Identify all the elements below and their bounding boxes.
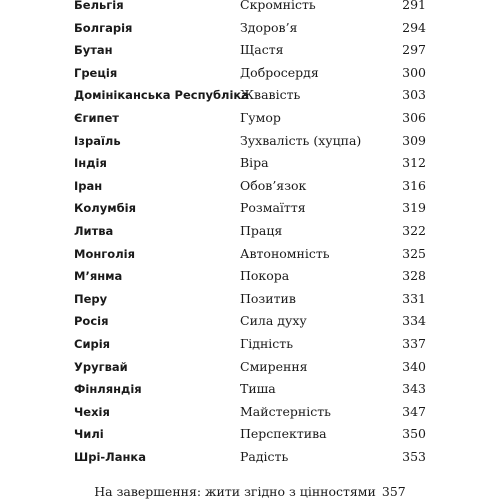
value-name: Сила духу [240,313,307,329]
value-name: Зухвалість (хуцпа) [240,132,362,148]
value-name: Обов’язок [240,177,307,193]
page-number: 312 [402,155,426,171]
value-name: Тиша [240,381,276,397]
country-name: Ізраїль [74,133,121,148]
country-name: Монголія [74,246,135,261]
toc-row [0,155,500,177]
value-name: Гумор [240,110,281,125]
toc-row [0,404,500,426]
country-name: Чилі [74,427,104,442]
page-number: 306 [402,110,426,125]
toc-row [0,65,500,87]
country-name: Фінляндія [74,382,142,397]
toc-row [0,291,500,313]
final-entry-title: На завершення: жити згідно з цінностями [94,484,376,499]
toc-row [0,246,500,268]
country-name: Перу [74,291,108,306]
value-name: Покора [240,268,290,284]
page-number: 334 [402,313,426,329]
page-number: 300 [402,64,426,80]
page-number: 353 [402,449,426,464]
toc-row [0,381,500,403]
toc-row [0,110,500,132]
country-name: Греція [74,65,118,80]
value-name: Праця [240,223,283,238]
page-number: 319 [402,200,426,216]
country-name: Болгарія [74,20,133,35]
page-number: 347 [402,403,426,419]
value-name: Смирення [240,358,308,374]
page-number: 297 [402,42,426,58]
country-name: Бельгія [74,0,124,12]
page-number: 325 [402,245,426,261]
page-number: 291 [402,0,426,12]
final-entry [0,484,500,500]
value-name: Перспектива [240,426,327,442]
country-name: Литва [74,224,114,238]
toc-row [0,223,500,245]
country-name: М’янма [74,269,123,284]
country-name: Шрі-Ланка [74,450,146,464]
toc-row [0,313,500,335]
country-name: Домініканська Республіка [74,88,249,103]
page-number: 328 [402,268,426,284]
toc-row [0,178,500,200]
toc-row [0,426,500,448]
country-name: Колумбія [74,201,136,216]
page-number: 322 [402,223,426,238]
country-name: Чехія [74,404,110,419]
value-name: Майстерність [240,403,331,419]
page-number: 340 [402,358,426,374]
value-name: Скромність [240,0,316,12]
toc-row [0,20,500,42]
toc-row [0,359,500,381]
page-number: 303 [402,87,426,103]
page-number: 309 [402,132,426,148]
page-number: 337 [402,336,426,351]
value-name: Гідність [240,336,294,351]
value-name: Розмаїття [240,200,306,216]
page-number: 294 [402,19,426,35]
value-name: Радість [240,449,289,464]
value-name: Добросердя [240,64,319,80]
toc-row [0,42,500,64]
toc-row [0,133,500,155]
country-name: Уругвай [74,359,128,374]
value-name: Автономність [240,245,330,261]
toc-row [0,200,500,222]
page-number: 343 [402,381,426,397]
value-name: Позитив [240,290,296,306]
final-entry-page-number: 357 [381,484,406,499]
country-name: Бутан [74,43,113,58]
page-number: 350 [402,426,426,442]
toc-row [0,0,500,19]
value-name: Віра [240,155,269,171]
value-name: Щастя [240,42,284,58]
country-name: Іран [74,178,103,193]
toc-row [0,268,500,290]
value-name: Жвавість [240,87,301,103]
country-name: Росія [74,314,109,329]
value-name: Здоров’я [240,19,298,35]
page-number: 331 [402,290,426,306]
country-name: Сирія [74,337,111,351]
page-number: 316 [402,177,426,193]
toc-row [0,449,500,471]
toc-row [0,336,500,358]
country-name: Індія [74,156,107,171]
toc-row [0,87,500,109]
country-name: Єгипет [74,111,119,125]
